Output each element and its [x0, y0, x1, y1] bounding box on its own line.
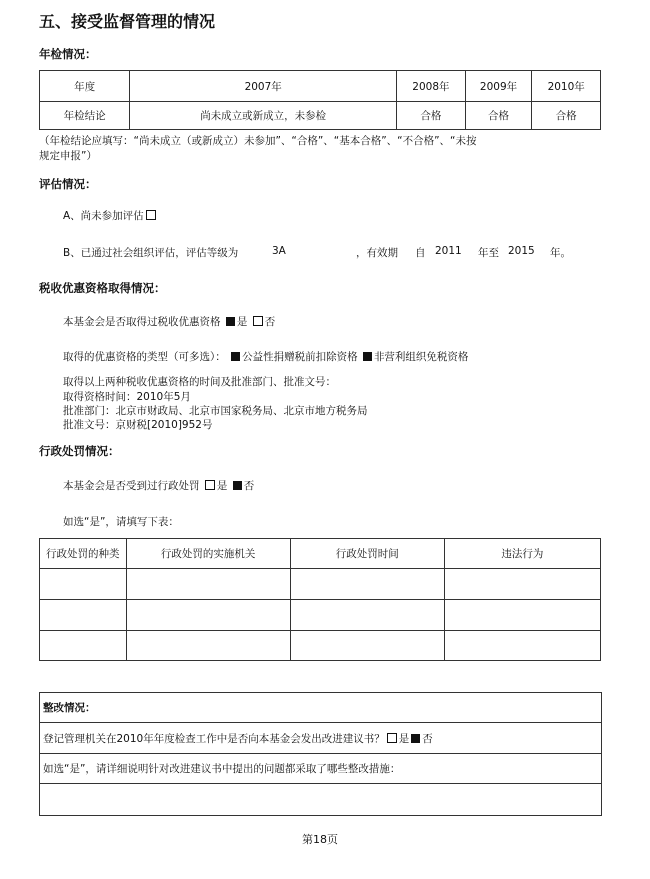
- tax-question-1: [63, 314, 275, 329]
- table-cell[interactable]: [290, 569, 444, 600]
- tax-doc: 批准文号：京财税[2010]952号: [63, 419, 213, 431]
- year-2009: 2009年: [465, 71, 532, 102]
- tax-type-2: 非营利组织免税资格: [373, 351, 469, 363]
- rectify-yes: 是: [398, 732, 410, 745]
- rectify-heading: 整改情况：: [40, 693, 601, 723]
- checkbox-unchecked-icon[interactable]: [387, 733, 397, 743]
- tax-no: 否: [264, 316, 276, 328]
- checkbox-checked-icon[interactable]: [226, 317, 235, 326]
- checkbox-unchecked-icon[interactable]: [146, 210, 156, 220]
- checkbox-unchecked-icon[interactable]: [205, 480, 215, 490]
- penalty-question-1: [63, 478, 254, 493]
- eval-year-to: 2015: [508, 245, 535, 257]
- tax-dept: 批准部门：北京市财政局、北京市国家税务局、北京市地方税务局: [63, 405, 368, 417]
- annual-note-2: 规定申报”）: [39, 150, 97, 162]
- penalty-col-violation: 违法行为: [444, 539, 600, 569]
- penalty-heading: 行政处罚情况：: [39, 444, 120, 458]
- rectify-box: [39, 692, 602, 816]
- table-row: [40, 631, 601, 661]
- penalty-table: [39, 538, 601, 661]
- tax-question-2: [63, 349, 468, 364]
- rectify-question-1-label: 登记管理机关在2010年年度检查工作中是否向本基金会发出改进建议书？: [43, 732, 385, 745]
- eval-valid-label: ，有效期: [356, 247, 398, 259]
- checkbox-checked-icon[interactable]: [231, 352, 240, 361]
- tax-question-3: 取得以上两种税收优惠资格的时间及批准部门、批准文号：: [63, 376, 336, 388]
- eval-option-a-label: A、尚未参加评估: [63, 210, 144, 222]
- annual-heading: 年检情况：: [39, 47, 97, 61]
- year-2008: 2008年: [397, 71, 466, 102]
- penalty-question-2: 如选“是”，请填写下表：: [63, 516, 179, 528]
- table-cell[interactable]: [444, 631, 600, 661]
- page-number: 第18页: [302, 833, 338, 846]
- penalty-yes: 是: [216, 480, 228, 492]
- eval-option-a: [63, 208, 158, 223]
- tax-yes: 是: [236, 316, 248, 328]
- table-row: [40, 569, 601, 600]
- table-cell[interactable]: [40, 600, 127, 631]
- penalty-no: 否: [243, 480, 255, 492]
- table-cell[interactable]: [444, 569, 600, 600]
- result-2010: 合格: [532, 102, 601, 130]
- tax-type-1: 公益性捐赠税前扣除资格: [242, 351, 358, 363]
- checkbox-unchecked-icon[interactable]: [253, 316, 263, 326]
- eval-to: 年至: [478, 247, 499, 259]
- table-cell[interactable]: [40, 631, 127, 661]
- checkbox-checked-icon[interactable]: [233, 481, 242, 490]
- result-2008: 合格: [397, 102, 466, 130]
- col-year-header: 年度: [40, 71, 130, 102]
- penalty-col-time: 行政处罚时间: [290, 539, 444, 569]
- table-cell[interactable]: [126, 600, 290, 631]
- penalty-col-type: 行政处罚的种类: [40, 539, 127, 569]
- annual-table: [39, 70, 601, 130]
- result-2007: 尚未成立或新成立，未参检: [130, 102, 397, 130]
- eval-grade: 3A: [272, 245, 286, 257]
- eval-year-from: 2011: [435, 245, 462, 257]
- tax-time: 取得资格时间：2010年5月: [63, 391, 191, 403]
- rectify-question-2: 如选“是”，请详细说明针对改进建议书中提出的问题都采取了哪些整改措施：: [40, 754, 601, 784]
- tax-question-1-label: 本基金会是否取得过税收优惠资格: [63, 316, 221, 328]
- rectify-answer-field[interactable]: [40, 784, 601, 813]
- table-cell[interactable]: [290, 631, 444, 661]
- table-cell[interactable]: [126, 631, 290, 661]
- table-cell[interactable]: [444, 600, 600, 631]
- tax-question-2-label: 取得的优惠资格的类型（可多选）：: [63, 351, 226, 363]
- eval-from: 自: [415, 247, 426, 259]
- result-2009: 合格: [465, 102, 532, 130]
- eval-suffix: 年。: [550, 247, 571, 259]
- row-label-result: 年检结论: [40, 102, 130, 130]
- table-row: [40, 600, 601, 631]
- annual-note-1: （年检结论应填写：“尚未成立（或新成立）未参加”、“合格”、“基本合格”、“不合格”、“未按: [39, 135, 477, 147]
- checkbox-checked-icon[interactable]: [363, 352, 372, 361]
- penalty-col-agency: 行政处罚的实施机关: [126, 539, 290, 569]
- table-cell[interactable]: [126, 569, 290, 600]
- eval-option-b: B、已通过社会组织评估，评估等级为: [63, 247, 239, 259]
- rectify-no: 否: [422, 732, 433, 745]
- tax-heading: 税收优惠资格取得情况：: [39, 281, 166, 295]
- rectify-question-1: [40, 723, 601, 754]
- page-title: 五、接受监督管理的情况: [39, 12, 216, 31]
- table-cell[interactable]: [40, 569, 127, 600]
- eval-heading: 评估情况：: [39, 177, 97, 191]
- penalty-question-1-label: 本基金会是否受到过行政处罚: [63, 480, 200, 492]
- year-2007: 2007年: [130, 71, 397, 102]
- table-cell[interactable]: [290, 600, 444, 631]
- checkbox-checked-icon[interactable]: [411, 734, 420, 743]
- year-2010: 2010年: [532, 71, 601, 102]
